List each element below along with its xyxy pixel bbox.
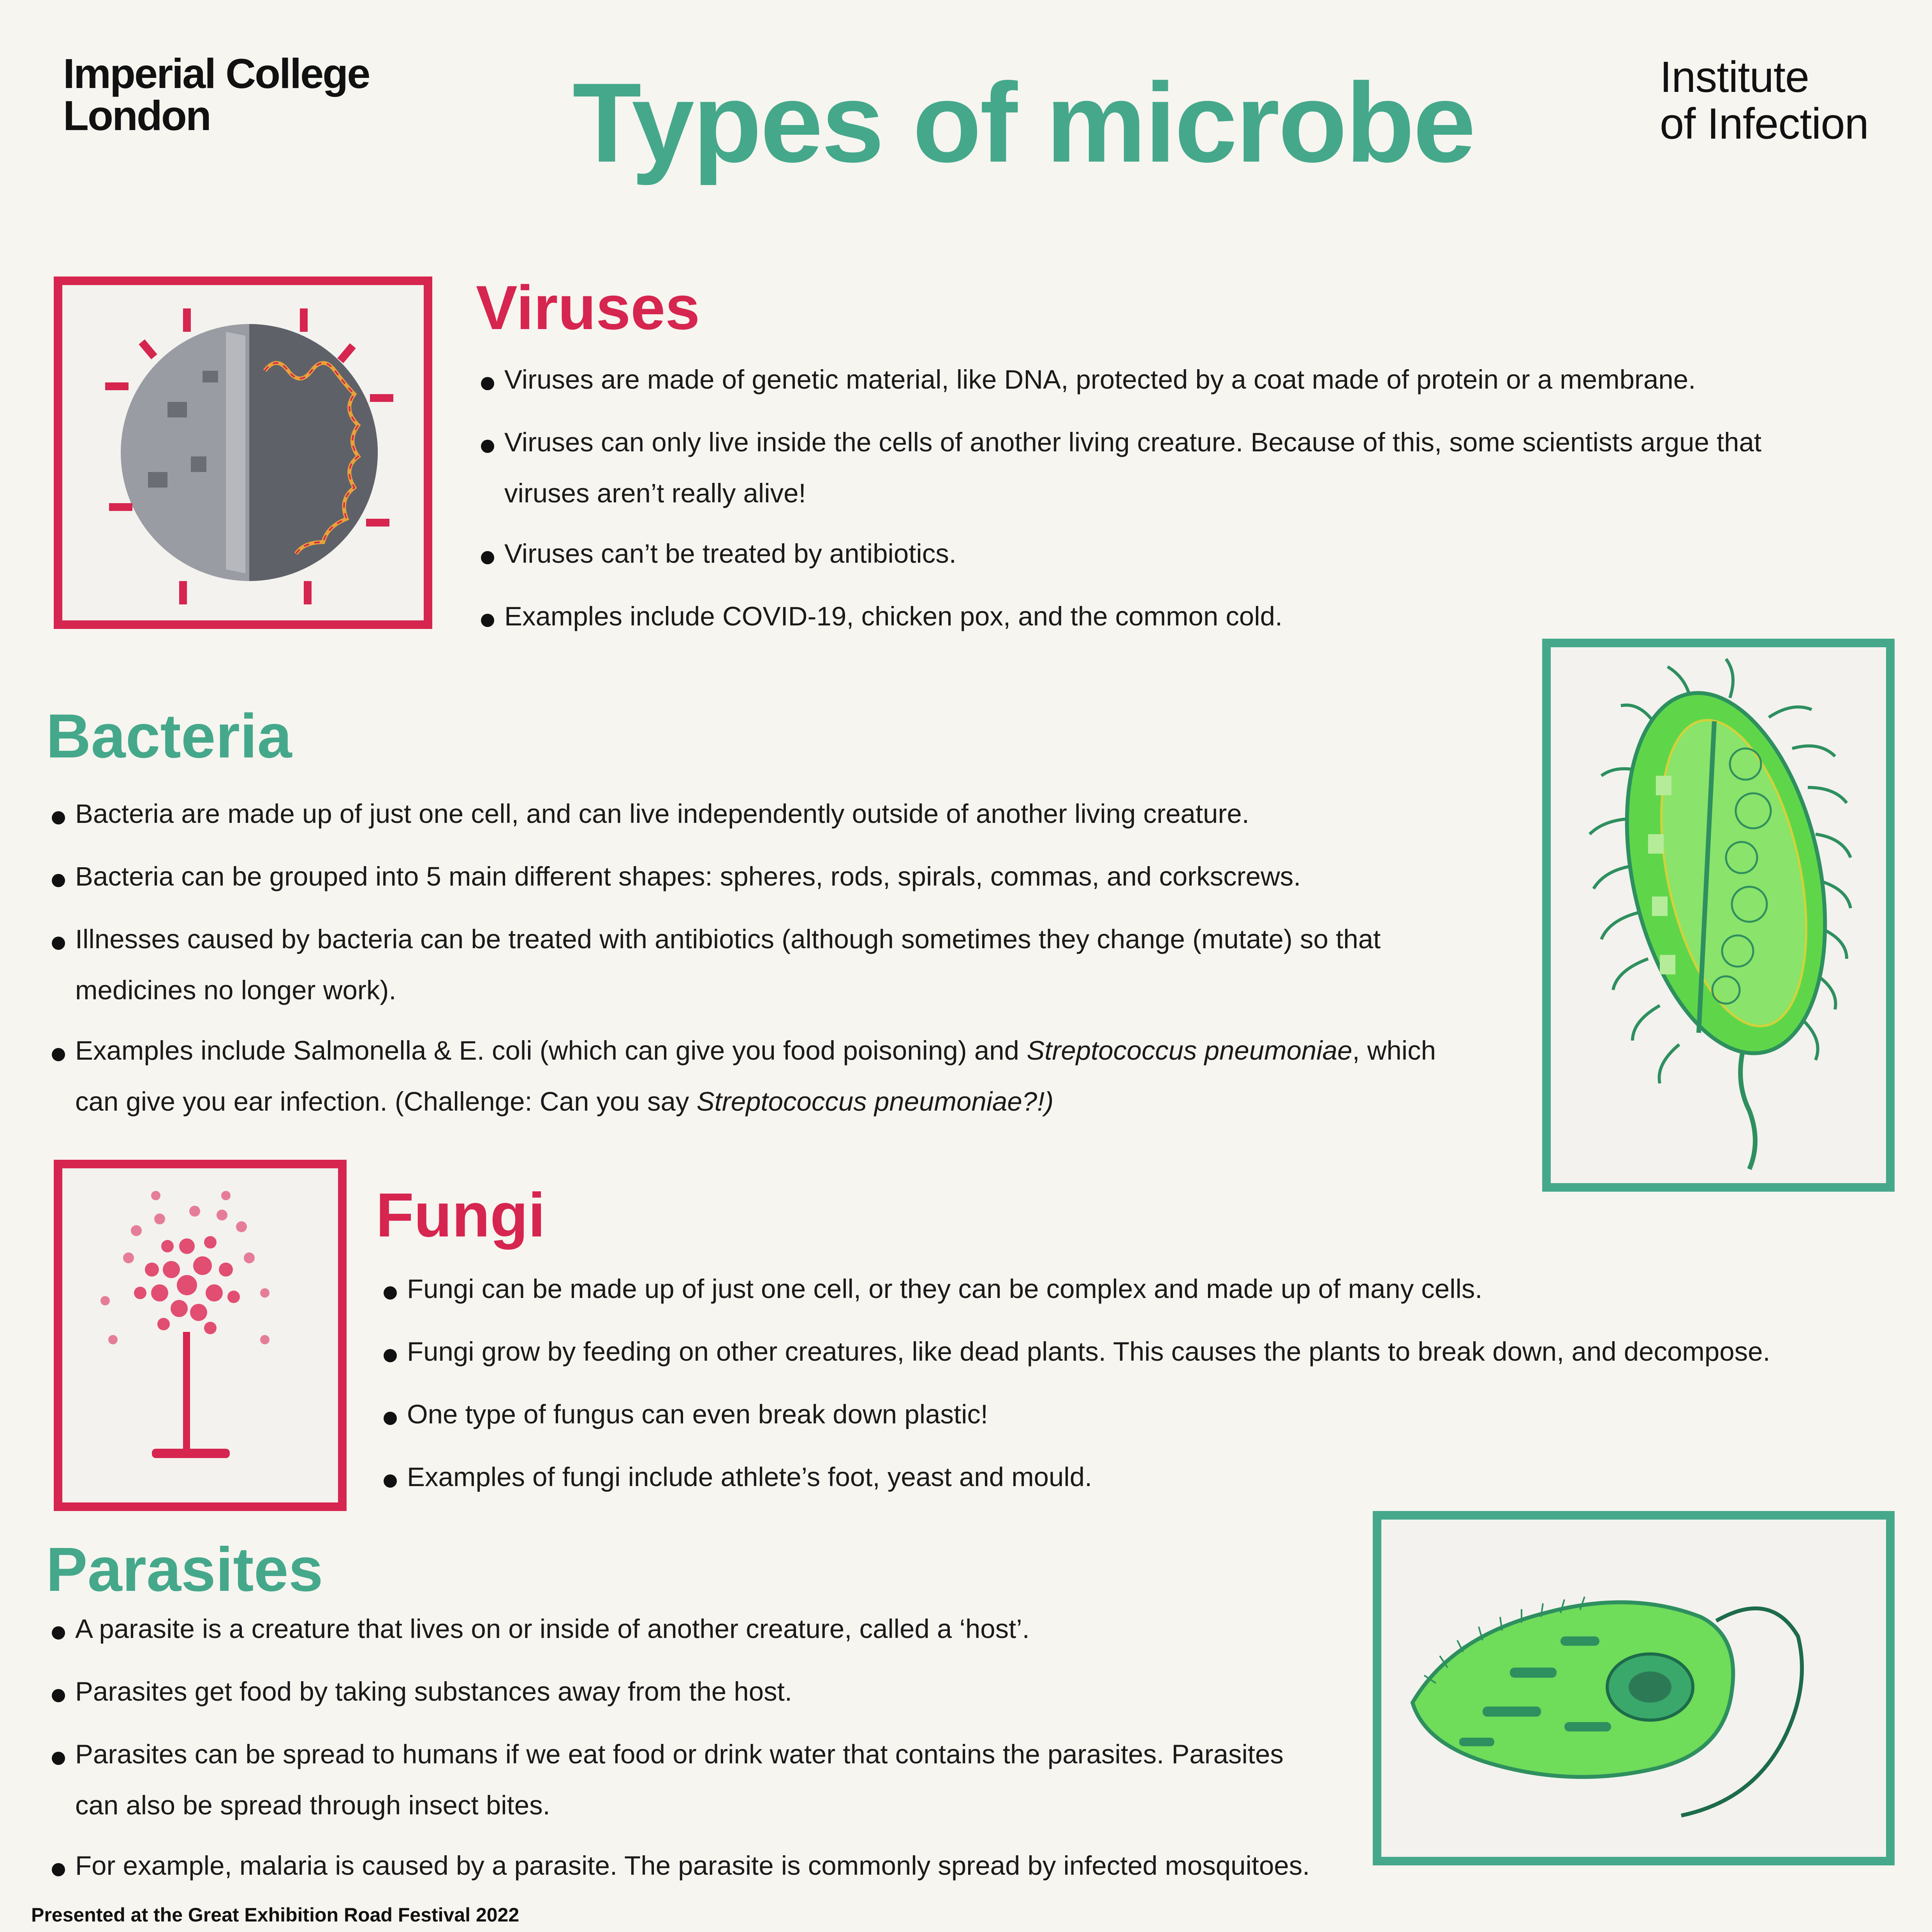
bullet-text: Examples include COVID-19, chicken pox, and the common cold. (504, 601, 1283, 631)
bullet-continuation: medicines no longer work). (75, 975, 396, 1005)
bullet-text: Fungi grow by feeding on other creatures, like dead plants. This causes the plants to break down, and decompose. (407, 1337, 1770, 1367)
logo-line-2: London (63, 92, 210, 139)
fungus-drawing (62, 1168, 338, 1502)
list-item (384, 1401, 1770, 1428)
bullet-text: Parasites get food by taking substances away from the host. (75, 1677, 792, 1707)
list-item (481, 603, 1761, 630)
bacterium-illustration (1542, 639, 1895, 1192)
fungi-list (384, 1275, 1770, 1490)
list-item (481, 429, 1761, 507)
bullet-text: Examples of fungi include athlete’s foot, yeast and mould. (407, 1462, 1092, 1492)
list-item (384, 1338, 1770, 1365)
challenge-text: can give you ear infection. (Challenge: Can you say (75, 1087, 697, 1117)
parasites-heading: Parasites (46, 1534, 323, 1604)
bullet-text: Viruses can’t be treated by antibiotics. (504, 539, 956, 569)
list-item (52, 1741, 1310, 1819)
bacteria-heading: Bacteria (46, 701, 292, 771)
bullet-text: Viruses are made of genetic material, like DNA, protected by a coat made of protein or a membrane. (504, 365, 1696, 395)
logo-line-2: of Infection (1660, 99, 1869, 148)
bullet-text: Fungi can be made up of just one cell, or they can be complex and made up of many cells. (407, 1274, 1483, 1304)
list-item (52, 1678, 1310, 1705)
bullet-continuation (75, 1088, 1436, 1115)
bacterium-drawing (1551, 647, 1886, 1183)
viruses-heading: Viruses (476, 273, 700, 342)
challenge-species: Streptococcus pneumoniae?!) (696, 1087, 1054, 1117)
species-name: Streptococcus pneumoniae (1027, 1036, 1353, 1066)
bullet-text: Illnesses caused by bacteria can be treated with antibiotics (although sometimes they change (mutate) so that (75, 924, 1381, 954)
list-item (52, 1615, 1310, 1642)
list-item (481, 366, 1761, 393)
parasite-illustration (1373, 1511, 1895, 1865)
list-item (52, 926, 1436, 1004)
bacteria-list (52, 800, 1436, 1115)
fungi-heading: Fungi (376, 1180, 546, 1250)
footer-credit: Presented at the Great Exhibition Road Festival 2022 (31, 1904, 520, 1926)
viruses-list (481, 366, 1761, 630)
bullet-continuation: viruses aren’t really alive! (504, 478, 806, 508)
list-item (52, 1037, 1436, 1115)
bullet-text: Examples include Salmonella & E. coli (which can give you food poisoning) and (75, 1036, 1027, 1066)
list-item (481, 540, 1761, 567)
fungus-illustration (54, 1160, 347, 1511)
virus-illustration (54, 277, 432, 629)
page-title: Types of microbe (572, 60, 1474, 186)
bullet-text: Viruses can only live inside the cells of another living creature. Because of this, some scientists argue that (504, 427, 1762, 457)
list-item (384, 1275, 1770, 1302)
bullet-text: A parasite is a creature that lives on or inside of another creature, called a ‘host’. (75, 1614, 1030, 1644)
bullet-text: For example, malaria is caused by a parasite. The parasite is commonly spread by infected mosquitoes. (75, 1851, 1310, 1881)
virus-drawing (62, 285, 424, 620)
list-item (52, 863, 1436, 890)
logo-line-1: Institute (1660, 53, 1809, 101)
bullet-text: Bacteria can be grouped into 5 main different shapes: spheres, rods, spirals, commas, and corkscrews. (75, 861, 1301, 891)
bullet-text: One type of fungus can even break down plastic! (407, 1399, 988, 1429)
bullet-continuation: can also be spread through insect bites. (75, 1790, 550, 1820)
list-item (52, 1852, 1310, 1879)
bullet-text: Bacteria are made up of just one cell, and can live independently outside of another living creature. (75, 799, 1249, 829)
bullet-text: Parasites can be spread to humans if we eat food or drink water that contains the parasites. Parasites (75, 1739, 1284, 1769)
logo-line-1: Imperial College (63, 50, 370, 97)
parasites-list (52, 1615, 1310, 1879)
parasite-drawing (1381, 1520, 1886, 1857)
bullet-text-end: , which (1352, 1036, 1436, 1066)
institute-of-infection-logo (1660, 54, 1869, 147)
list-item (52, 800, 1436, 827)
imperial-college-logo (63, 50, 370, 139)
list-item (384, 1464, 1770, 1490)
